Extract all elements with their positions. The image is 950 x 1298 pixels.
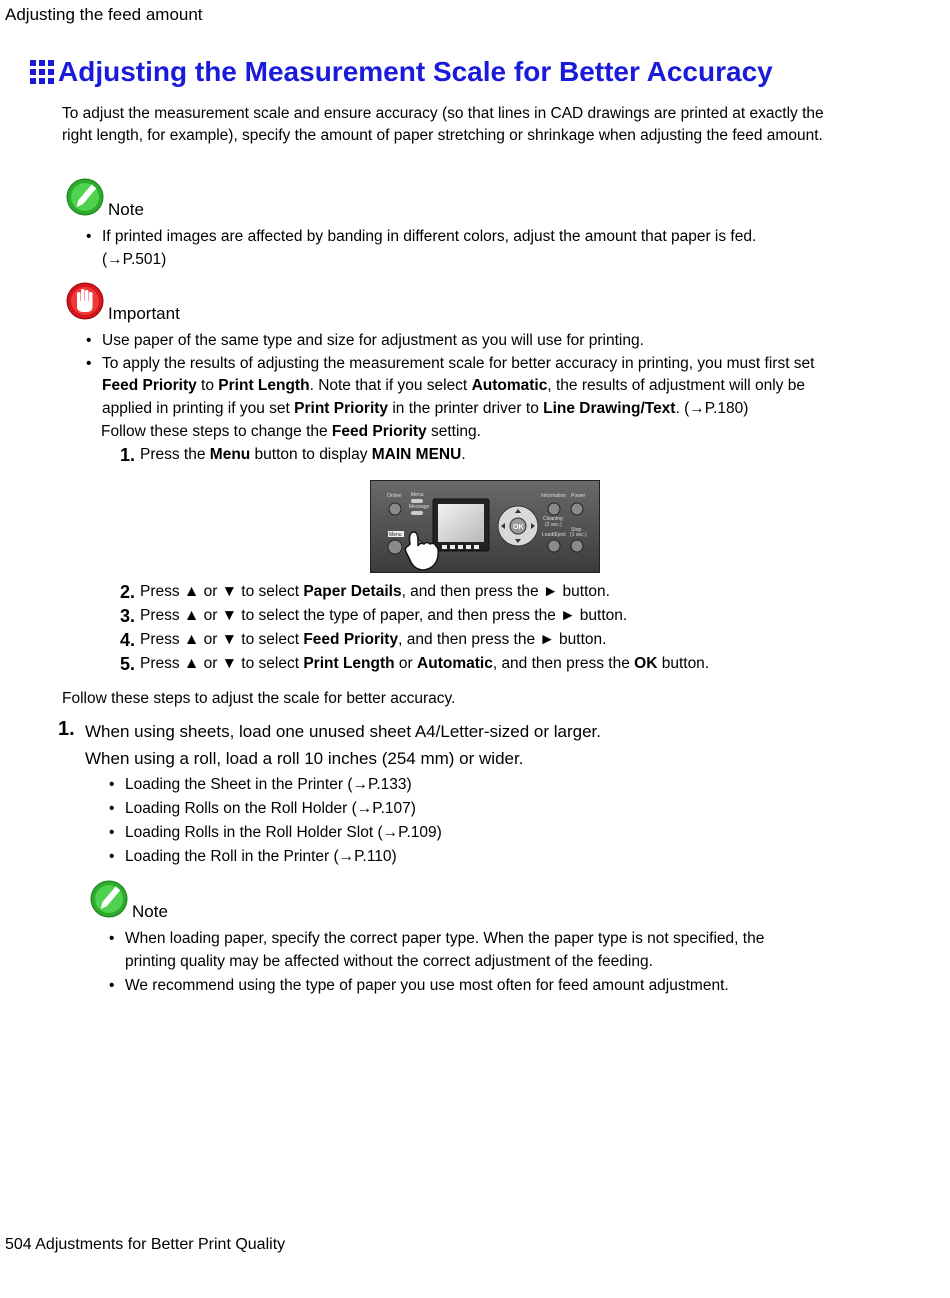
important-label: Important <box>108 304 180 323</box>
list-item: • If printed images are affected by banding in different colors, adjust the amount that paper is fed. (→P.501) <box>86 226 806 271</box>
stop-hand-icon <box>66 282 104 320</box>
substep-5: 5. Press ▲ or ▼ to select Print Length or Automatic, and then press the OK button. <box>120 654 710 674</box>
loading-links-list <box>109 773 709 869</box>
step-1-line-1: When using sheets, load one unused sheet A4/Letter-sized or larger. <box>85 722 601 741</box>
list-item: • We recommend using the type of paper you use most often for feed amount adjustment. <box>109 975 809 998</box>
list-item: • When loading paper, specify the correct paper type. When the paper type is not specified, the printing quality may be affected without the correct adjustment of the feeding. <box>109 928 809 973</box>
online-label: Online <box>387 493 402 499</box>
stop-sub-label: (1 sec.) <box>570 532 587 538</box>
note-label: Note <box>108 200 144 219</box>
page-title <box>30 56 773 88</box>
note-callout-1 <box>66 178 144 219</box>
note-callout-2 <box>90 880 168 921</box>
page-title-text: Adjusting the Measurement Scale for Better Accuracy <box>58 56 773 87</box>
grid-icon <box>30 60 54 84</box>
link-roll-printer[interactable]: • Loading the Roll in the Printer (→P.110) <box>109 845 709 869</box>
list-item: • To apply the results of adjusting the measurement scale for better accuracy in printing, you must first set Feed Priority to Print Length. Note that if you select Automatic, the results of adjustment will only be applied in printing if you set Print Priority in the printer driver to Line Drawing/Text. (→P.180) <box>86 353 846 421</box>
menu-top-label: Menu <box>411 492 424 498</box>
stop-label: Stop <box>571 527 582 533</box>
menu-button-label: Menu <box>389 532 402 538</box>
page-footer: 504 Adjustments for Better Print Quality <box>5 1236 286 1253</box>
link-loading-sheet[interactable]: • Loading the Sheet in the Printer (→P.133) <box>109 773 709 797</box>
substep-2: 2. Press ▲ or ▼ to select Paper Details, and then press the ► button. <box>120 582 610 602</box>
note-pencil-icon <box>66 178 104 216</box>
link-rolls-holder-slot[interactable]: • Loading Rolls in the Roll Holder Slot (→P.109) <box>109 821 709 845</box>
running-head: Adjusting the feed amount <box>5 5 203 24</box>
message-label: Message <box>409 504 430 510</box>
information-label: Information <box>541 493 567 499</box>
list-item: • Use paper of the same type and size for adjustment as you will use for printing. <box>86 330 846 353</box>
step-1-line-2: When using a roll, load a roll 10 inches (254 mm) or wider. <box>85 749 524 768</box>
substeps-list <box>120 580 709 676</box>
note-2-list <box>109 928 809 998</box>
intro-paragraph: To adjust the measurement scale and ensure accuracy (so that lines in CAD drawings are printed at exactly the right length, for example), specify the amount of paper stretching or shrinkage when adjusting the feed amount. <box>62 105 824 144</box>
substep-4: 4. Press ▲ or ▼ to select Feed Priority, and then press the ► button. <box>120 630 607 650</box>
substep-1: 1. Press the Menu button to display MAIN MENU. <box>120 445 466 465</box>
control-panel-image <box>370 480 600 573</box>
note-1-list <box>86 226 806 271</box>
feed-priority-intro: Follow these steps to change the Feed Priority setting. <box>101 423 481 440</box>
cleaning-label: Cleaning <box>543 516 563 522</box>
cleaning-sub-label: (3 sec.) <box>545 522 562 528</box>
main-step-1 <box>58 718 858 772</box>
link-rolls-holder[interactable]: • Loading Rolls on the Roll Holder (→P.107) <box>109 797 709 821</box>
power-label: Power <box>571 493 586 499</box>
note-pencil-icon <box>90 880 128 918</box>
note-label: Note <box>132 902 168 921</box>
scale-steps-intro: Follow these steps to adjust the scale for better accuracy. <box>62 690 456 707</box>
important-callout <box>66 282 180 323</box>
important-list <box>86 330 846 420</box>
step-number: 1. <box>58 718 75 740</box>
load-eject-label: Load/Eject <box>542 532 566 538</box>
ok-button-label: OK <box>513 524 524 531</box>
substep-3: 3. Press ▲ or ▼ to select the type of paper, and then press the ► button. <box>120 606 628 626</box>
